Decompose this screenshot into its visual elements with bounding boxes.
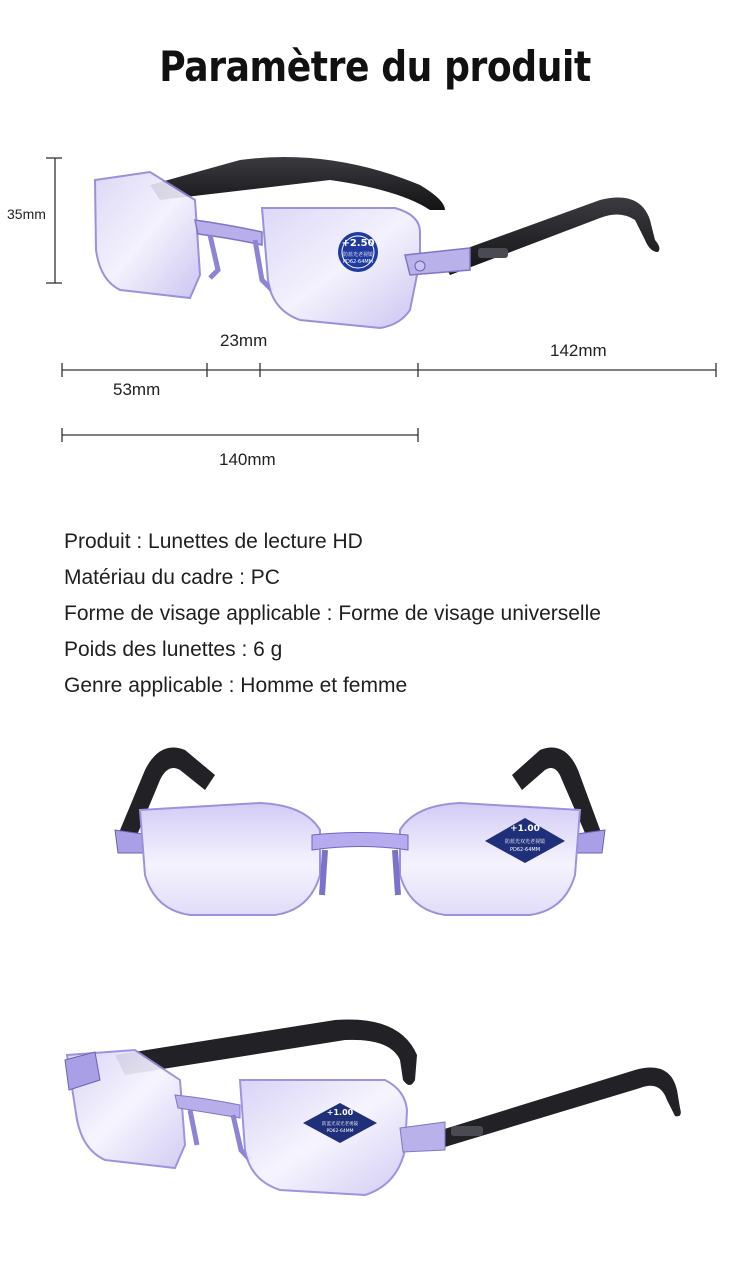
dim-lens-height: 35mm (7, 206, 46, 222)
svg-text:防蓝光双光老视镜: 防蓝光双光老视镜 (504, 839, 546, 845)
dim-frame-width: 140mm (219, 450, 276, 469)
spec-list (64, 524, 601, 704)
svg-text:PD62-64MM: PD62-64MM (342, 259, 374, 265)
right-lens (262, 208, 420, 328)
dim-lens-width: 53mm (113, 380, 161, 399)
svg-text:PD62-64MM: PD62-64MM (326, 1129, 354, 1134)
dim-temple: 142mm (550, 341, 607, 360)
spec-face-shape: Forme de visage applicable : Forme de visage universelle (64, 602, 601, 625)
glasses-front-image (100, 735, 620, 935)
glasses-angle-image (55, 1010, 695, 1210)
svg-text:PD62-64MM: PD62-64MM (509, 847, 541, 853)
spec-product: Produit : Lunettes de lecture HD (64, 530, 363, 553)
temple-front (440, 198, 659, 276)
page-title: Paramètre du produit (159, 42, 591, 91)
svg-text:+1.00: +1.00 (326, 1108, 354, 1117)
svg-text:+2.50: +2.50 (341, 238, 375, 249)
glasses-dimension-image (0, 140, 750, 480)
svg-text:+1.00: +1.00 (510, 824, 540, 834)
spec-weight: Poids des lunettes : 6 g (64, 638, 283, 661)
spec-gender: Genre applicable : Homme et femme (64, 674, 408, 697)
svg-text:防蓝光双光老视镜: 防蓝光双光老视镜 (322, 1122, 358, 1127)
svg-text:防蓝光老视镜: 防蓝光老视镜 (342, 252, 374, 258)
spec-frame-material: Matériau du cadre : PC (64, 566, 280, 589)
dim-bridge: 23mm (220, 331, 268, 350)
